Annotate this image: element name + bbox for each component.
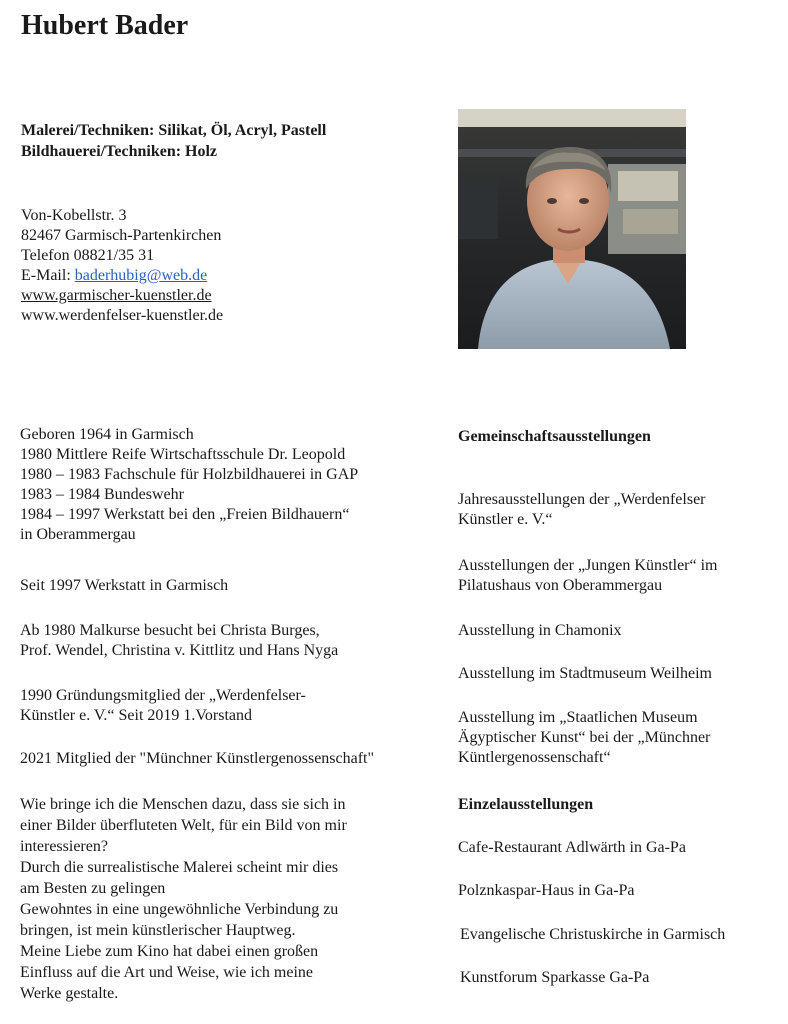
portrait-photo [458,109,686,349]
group-exhibitions-heading: Gemeinschaftsausstellungen [458,428,651,445]
solo-exhibition-item: Evangelische Christuskirche in Garmisch [460,926,726,943]
career-line: 1980 – 1983 Fachschule für Holzbildhauerei in GAP [20,466,359,483]
career-line: Geboren 1964 in Garmisch [20,426,194,443]
painting-techniques: Malerei/Techniken: Silikat, Öl, Acryl, Pastell [21,122,327,139]
website-link-2[interactable]: www.werdenfelser-kuenstler.de [21,307,224,324]
career-line: 1983 – 1984 Bundeswehr [20,486,184,503]
group-exhibition-item: Jahresausstellungen der „Werdenfelser Künstler e. V.“ [458,491,706,528]
artist-statement: Wie bringe ich die Menschen dazu, dass sie sich in einer Bilder überfluteten Welt, für ein Bild von mir interessieren? Durch die surrealistische Malerei scheint mir dies am Besten zu gelingen Gewohntes in eine ungewöhnliche Verbindung zu bringen, ist mein künstlerischer Hauptweg. Meine Liebe zum Kino hat dabei einen großen Einfluss auf die Art und Weise, wie ich meine Werke gestalte. [20,796,347,1002]
solo-exhibition-item: Polznkaspar-Haus in Ga-Pa [458,882,635,899]
email-row [21,266,223,286]
contact-block [21,206,223,326]
solo-exhibitions-heading: Einzelausstellungen [458,796,594,813]
founding-note: 1990 Gründungsmitglied der „Werdenfelser- Künstler e. V.“ Seit 2019 1.Vorstand [20,687,306,724]
sculpture-techniques: Bildhauerei/Techniken: Holz [21,143,218,160]
career-line: 1980 Mittlere Reife Wirtschaftsschule Dr. Leopold [20,446,346,463]
membership-note: 2021 Mitglied der "Münchner Künstlergenossenschaft" [20,750,375,767]
website-link-1[interactable]: www.garmischer-kuenstler.de [21,287,212,304]
workshop-note: Seit 1997 Werkstatt in Garmisch [20,577,229,594]
courses-note: Ab 1980 Malkurse besucht bei Christa Burges, Prof. Wendel, Christina v. Kittlitz und Hans Nyga [20,622,339,659]
group-exhibition-item: Ausstellung in Chamonix [458,622,622,639]
phone: Telefon 08821/35 31 [21,247,155,264]
address-street: Von-Kobellstr. 3 [21,207,127,224]
email-link[interactable]: baderhubig@web.de [74,267,208,284]
group-exhibition-item: Ausstellung im „Staatlichen Museum Ägyptischer Kunst“ bei der „Münchner Küntlergenossenschaft“ [458,709,711,766]
career-line: in Oberammergau [20,526,136,543]
solo-exhibition-item: Cafe-Restaurant Adlwärth in Ga-Pa [458,839,686,856]
artist-name: Hubert Bader [21,10,189,41]
email-label: E-Mail: [21,267,75,284]
group-exhibition-item: Ausstellung im Stadtmuseum Weilheim [458,665,712,682]
group-exhibition-item: Ausstellungen der „Jungen Künstler“ im Pilatushaus von Oberammergau [458,557,718,594]
solo-exhibition-item: Kunstforum Sparkasse Ga-Pa [460,969,650,986]
career-list [20,425,358,545]
address-city: 82467 Garmisch-Partenkirchen [21,227,222,244]
career-line: 1984 – 1997 Werkstatt bei den „Freien Bildhauern“ [20,506,350,523]
